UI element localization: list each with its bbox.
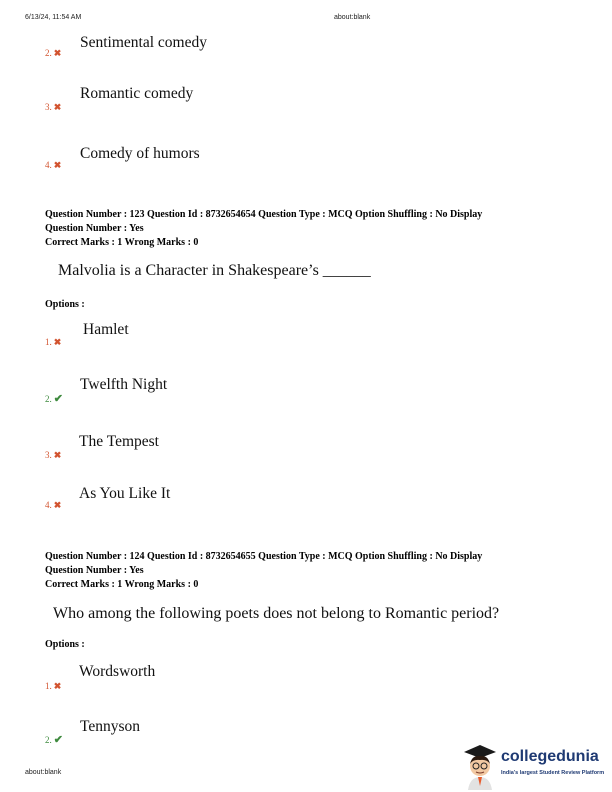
question-meta-line: Question Number : 123 Question Id : 8732654654 Question Type : MCQ Option Shuffling : No Display	[45, 209, 483, 220]
option-number: 3. ✖	[45, 450, 62, 460]
question-meta-line: Question Number : 124 Question Id : 8732654655 Question Type : MCQ Option Shuffling : No Display	[45, 551, 483, 562]
option-text: Comedy of humors	[80, 145, 200, 162]
check-icon: ✔	[53, 393, 63, 405]
question-meta-line: Correct Marks : 1 Wrong Marks : 0	[45, 579, 199, 590]
question-meta	[45, 550, 482, 592]
option-number: 3. ✖	[45, 102, 62, 112]
option-number: 4. ✖	[45, 160, 62, 170]
cross-icon: ✖	[53, 681, 62, 691]
question-meta-line: Correct Marks : 1 Wrong Marks : 0	[45, 237, 199, 248]
cross-icon: ✖	[53, 337, 62, 347]
option-text: Sentimental comedy	[80, 34, 207, 51]
cross-icon: ✖	[53, 450, 62, 460]
cross-icon: ✖	[53, 48, 62, 58]
question-text: Who among the following poets does not belong to Romantic period?	[53, 605, 500, 622]
option-text: The Tempest	[79, 433, 159, 450]
option-number: 2. ✔	[45, 734, 63, 746]
option-number: 2. ✔	[45, 393, 63, 405]
option-number: 2. ✖	[45, 48, 62, 58]
print-url: about:blank	[25, 769, 62, 776]
question-meta-line: Question Number : Yes	[45, 565, 144, 576]
check-icon: ✔	[53, 734, 63, 746]
cross-icon: ✖	[53, 160, 62, 170]
option-number: 1. ✖	[45, 337, 62, 347]
print-datetime: 6/13/24, 11:54 AM	[25, 14, 82, 21]
option-text: Wordsworth	[79, 663, 156, 680]
option-number: 1. ✖	[45, 681, 62, 691]
option-number: 4. ✖	[45, 500, 62, 510]
option-text: Twelfth Night	[80, 376, 168, 393]
logo-tagline: India's largest Student Review Platform	[501, 770, 605, 776]
option-text: As You Like It	[79, 485, 171, 502]
question-text: Malvolia is a Character in Shakespeare’s ______	[58, 262, 371, 279]
option-text: Tennyson	[80, 718, 141, 735]
cross-icon: ✖	[53, 102, 62, 112]
question-meta	[45, 208, 482, 250]
cross-icon: ✖	[53, 500, 62, 510]
question-meta-line: Question Number : Yes	[45, 223, 144, 234]
options-label: Options :	[45, 299, 85, 310]
logo-wordmark: collegedunia	[501, 748, 599, 765]
print-page-title: about:blank	[334, 14, 371, 21]
option-text: Romantic comedy	[80, 85, 194, 102]
mascot-icon	[460, 742, 500, 790]
options-label: Options :	[45, 639, 85, 650]
option-text: Hamlet	[83, 321, 129, 338]
collegedunia-logo	[460, 742, 612, 792]
